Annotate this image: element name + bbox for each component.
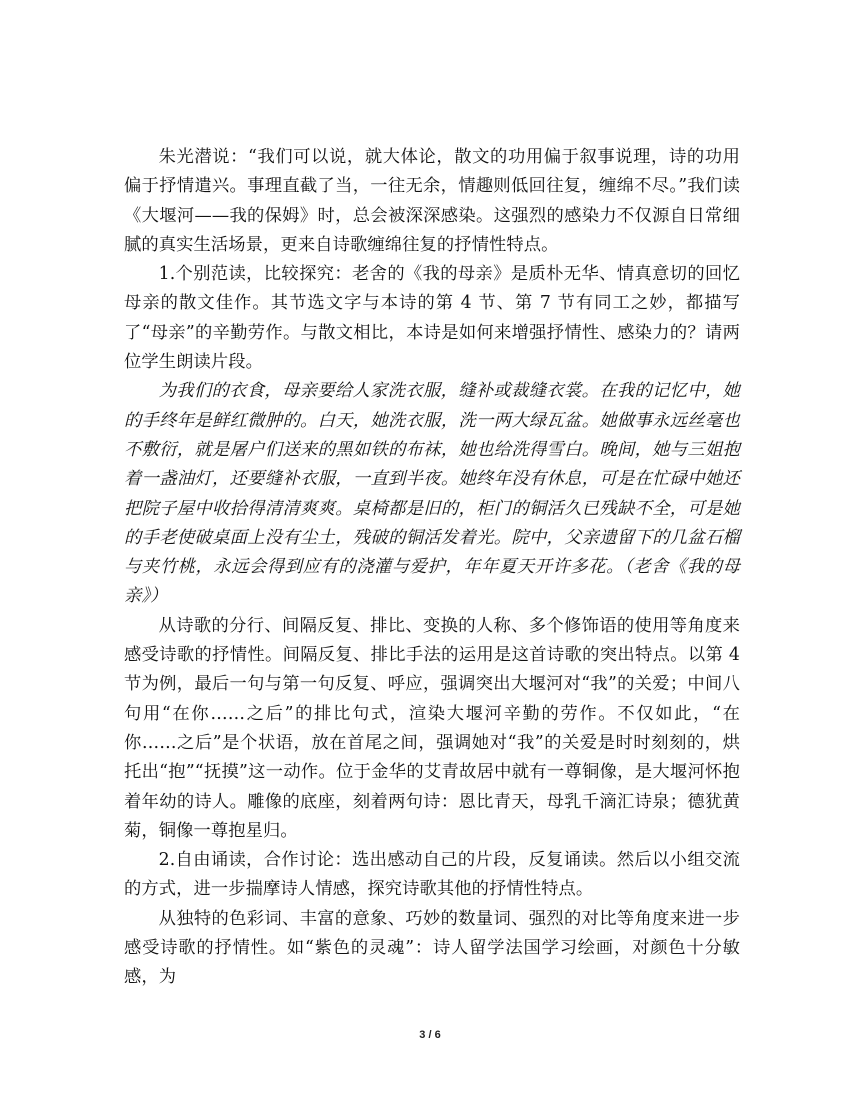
paragraph-analysis-color: 从独特的色彩词、丰富的意象、巧妙的数量词、强烈的对比等角度来进一步感受诗歌的抒情性。如“紫色的灵魂”：诗人留学法国学习绘画，对颜色十分敏感，为 — [124, 908, 740, 988]
paragraph-task-2: 2.自由诵读，合作讨论：选出感动自己的片段，反复诵读。然后以小组交流的方式，进一步揣摩诗人情感，探究诗歌其他的抒情性特点。 — [124, 850, 740, 900]
document-body — [124, 143, 740, 993]
paragraph-excerpt-my-mother: 为我们的衣食，母亲要给人家洗衣服，缝补或裁缝衣裳。在我的记忆中，她的手终年是鲜红微肿的。白天，她洗衣服，洗一两大绿瓦盆。她做事永远丝毫也不敷衍，就是屠户们送来的黑如铁的布袜，她也给洗得雪白。晚间，她与三姐抱着一盏油灯，还要缝补衣服，一直到半夜。她终年没有休息，可是在忙碌中她还把院子屋中收拾得清清爽爽。桌椅都是旧的，柜门的铜活久已残缺不全，可是她的手老使破桌面上没有尘土，残破的铜活发着光。院中，父亲遗留下的几盆石榴与夹竹桃，永远会得到应有的浇灌与爱护，年年夏天开许多花。（老舍《我的母亲》） — [124, 381, 740, 607]
page-number: 3 / 6 — [419, 1029, 441, 1041]
paragraph-zhu-guangqian-quote: 朱光潜说：“我们可以说，就大体论，散文的功用偏于叙事说理，诗的功用偏于抒情遣兴。事理直截了当，一往无余，情趣则低回往复，缠绵不尽。”我们读《大堰河——我的保姆》时，总会被深深感染。这强烈的感染力不仅源自日常细腻的真实生活场景，更来自诗歌缠绵往复的抒情性特点。 — [124, 147, 740, 255]
paragraph-analysis-repetition: 从诗歌的分行、间隔反复、排比、变换的人称、多个修饰语的使用等角度来感受诗歌的抒情性。间隔反复、排比手法的运用是这首诗歌的突出特点。以第 4 节为例，最后一句与第一句反复、呼应，强调突出大堰河对“我”的关爱；中间八句用“在你……之后”的排比句式，渲染大堰河辛勤的劳作。不仅如此，“在你……之后”是个状语，放在首尾之间，强调她对“我”的关爱是时时刻刻的，烘托出“抱”“抚摸”这一动作。位于金华的艾青故居中就有一尊铜像，是大堰河怀抱着年幼的诗人。雕像的底座，刻着两句诗：恩比青天，母乳千滴汇诗泉；德犹黄菊，铜像一尊抱星归。 — [124, 615, 740, 841]
paragraph-task-1: 1.个别范读，比较探究：老舍的《我的母亲》是质朴无华、情真意切的回忆母亲的散文佳作。其节选文字与本诗的第 4 节、第 7 节有同工之妙，都描写了“母亲”的辛勤劳作。与散文相比，本诗是如何来增强抒情性、感染力的？请两位学生朗读片段。 — [124, 264, 740, 373]
